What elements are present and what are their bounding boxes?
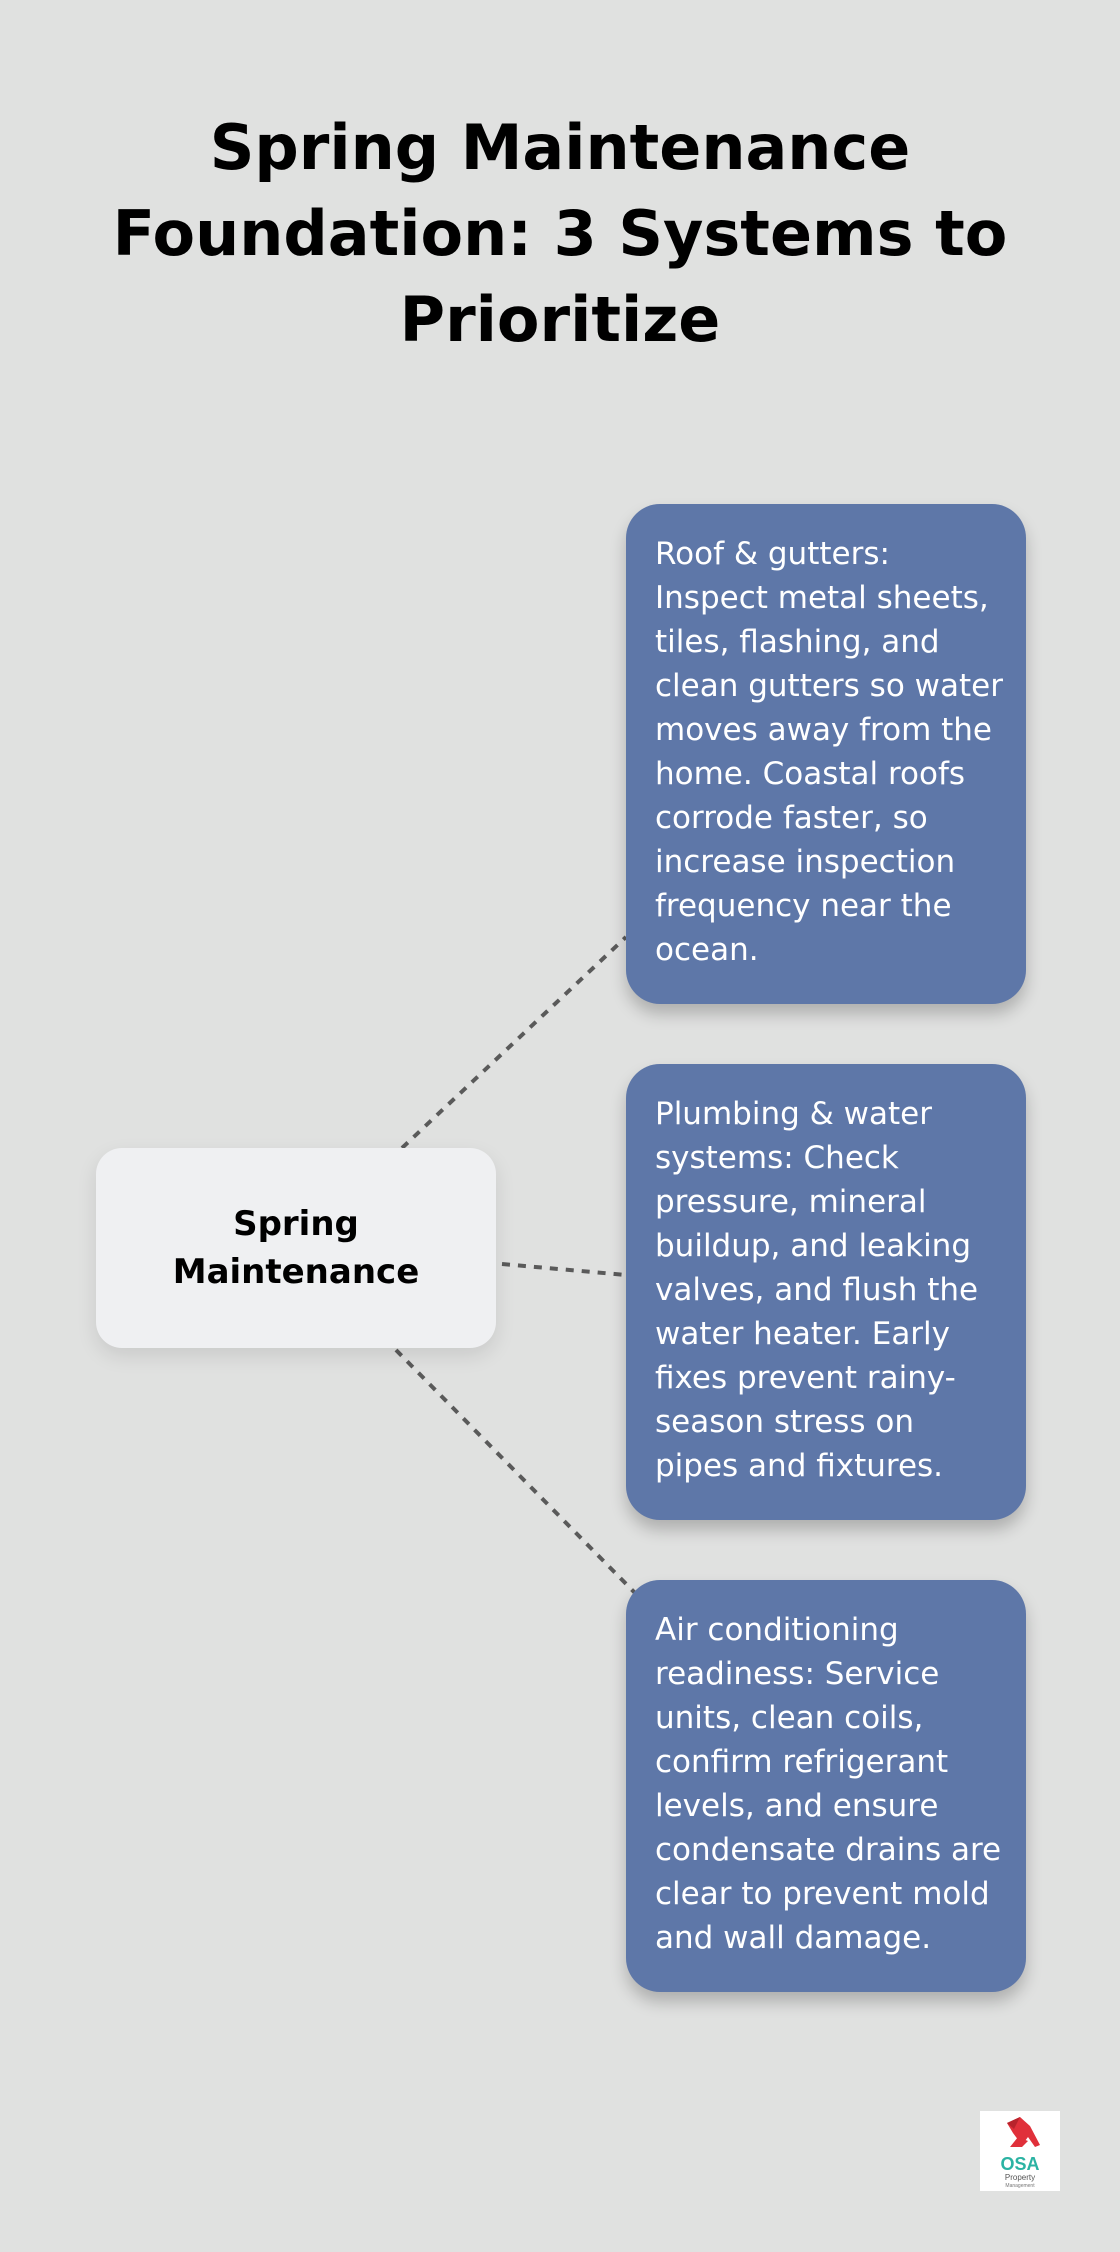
connector-line-2 xyxy=(502,1264,626,1275)
logo-text-management: Management xyxy=(1005,2183,1035,2189)
center-node-label: Spring Maintenance xyxy=(172,1204,420,1292)
center-node xyxy=(96,1148,496,1348)
connector-line-1 xyxy=(402,937,626,1148)
company-logo xyxy=(980,2111,1060,2191)
logo-text-osa: OSA xyxy=(1000,2154,1040,2174)
page-title: Spring Maintenance Foundation: 3 Systems to Prioritize xyxy=(112,111,1008,356)
connector-line-3 xyxy=(396,1350,636,1594)
item-card-roof-gutters: Roof & gutters: Inspect metal sheets, tiles, flashing, and clean gutters so water moves away from the home. Coastal roofs corrode faster, so increase inspection frequency near the ocean. xyxy=(626,504,1026,1004)
item-card-air-conditioning: Air conditioning readiness: Service units, clean coils, confirm refrigerant levels, and ensure condensate drains are clear to prevent mold and wall damage. xyxy=(626,1580,1026,1992)
logo-text-property: Property xyxy=(1004,2173,1036,2182)
item-card-plumbing-water: Plumbing & water systems: Check pressure, mineral buildup, and leaking valves, and flush the water heater. Early fixes prevent rainy-season stress on pipes and fixtures. xyxy=(626,1064,1026,1520)
